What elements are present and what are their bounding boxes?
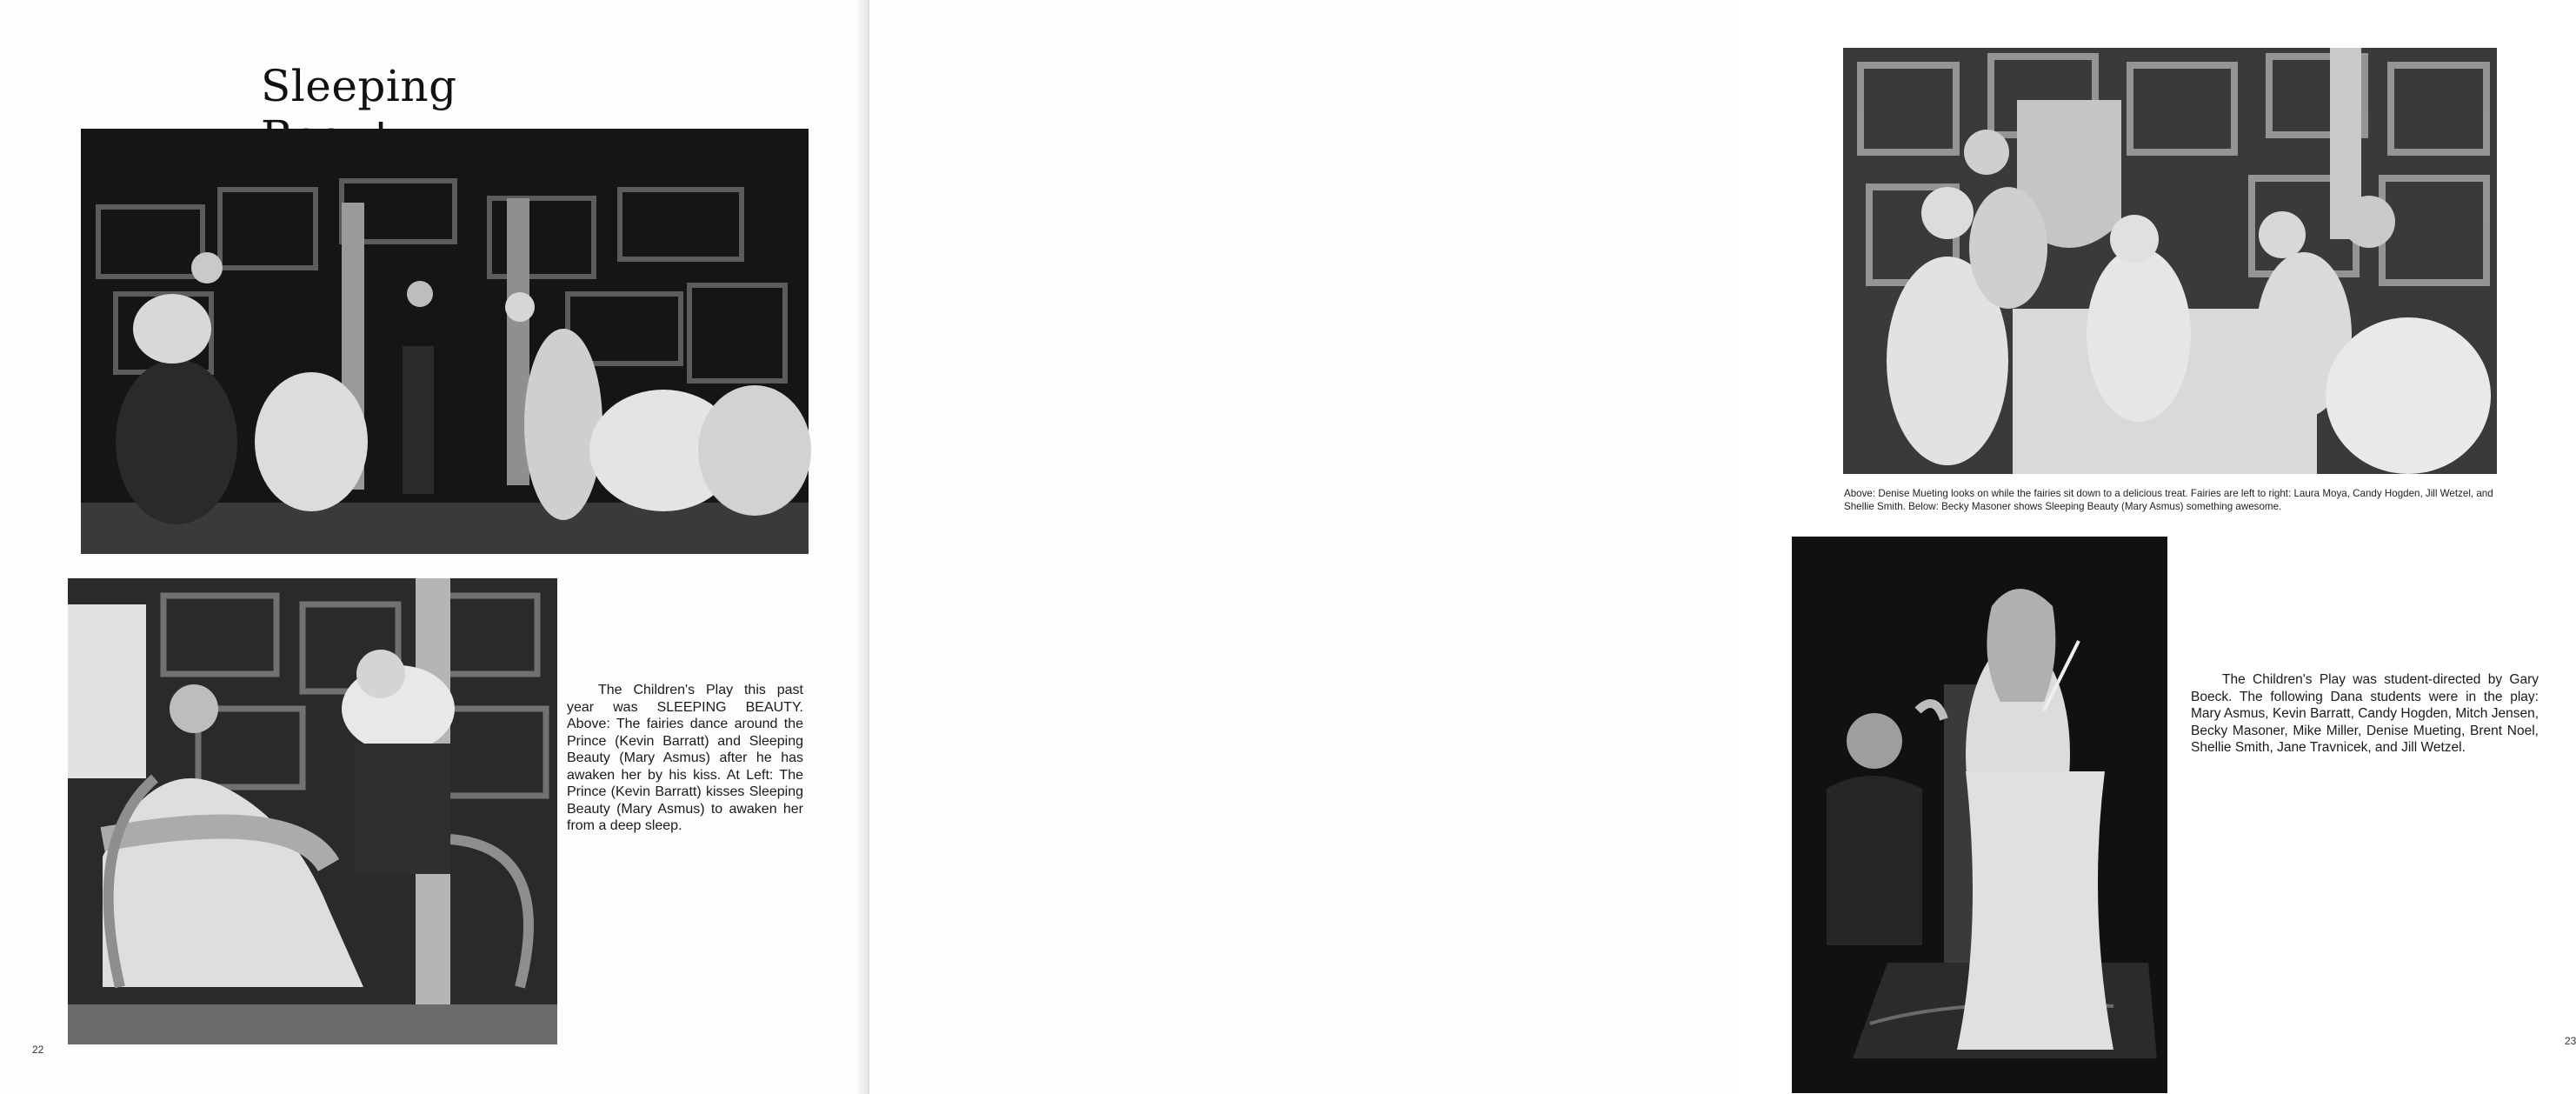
right-body-copy: The Children's Play was student-directed by Gary Boeck. The following Dana students were in the play: Mary Asmus, Kevin Barratt, Candy Hogden, Mitch Jensen, Becky Masoner, Mike Miller, Denise Mueting, Brent Noel, Shellie Smith, Jane Travnicek, and Jill Wetzel. — [2191, 672, 2539, 755]
photo-fairies-dance — [81, 129, 809, 554]
photo-prince-kiss-image — [68, 578, 557, 1044]
photo-prince-kiss — [68, 578, 557, 1044]
photo-awesome-moment — [1792, 537, 2167, 1093]
photo-caption: Above: Denise Mueting looks on while the fairies sit down to a delicious treat. Fairies are left to right: Laura Moya, Candy Hogden, Jill Wetzel, and Shellie Smith. Below: Becky Masoner shows Sleeping Beauty (Mary Asmus) something awesome. — [1844, 488, 2493, 512]
photo-fairies-treat — [1843, 48, 2497, 474]
page-number-right: 23 — [2565, 1035, 2576, 1047]
right-page — [869, 0, 2576, 1094]
photo-fairies-dance-image — [81, 129, 809, 554]
photo-awesome-moment-image — [1792, 537, 2167, 1093]
photo-fairies-treat-image — [1843, 48, 2497, 474]
left-body-copy: The Children's Play this past year was SLEEPING BEAUTY. Above: The fairies dance around the Prince (Kevin Barratt) and Sleeping Beauty (Mary Asmus) after he has awaken her by his kiss. At Left: The Prince (Kevin Barratt) kisses Sleeping Beauty (Mary Asmus) to awaken her from a deep sleep. — [567, 683, 803, 833]
left-page — [0, 0, 869, 1094]
page-number-left: 22 — [32, 1044, 44, 1056]
page-headline: Sleeping — [261, 61, 457, 111]
